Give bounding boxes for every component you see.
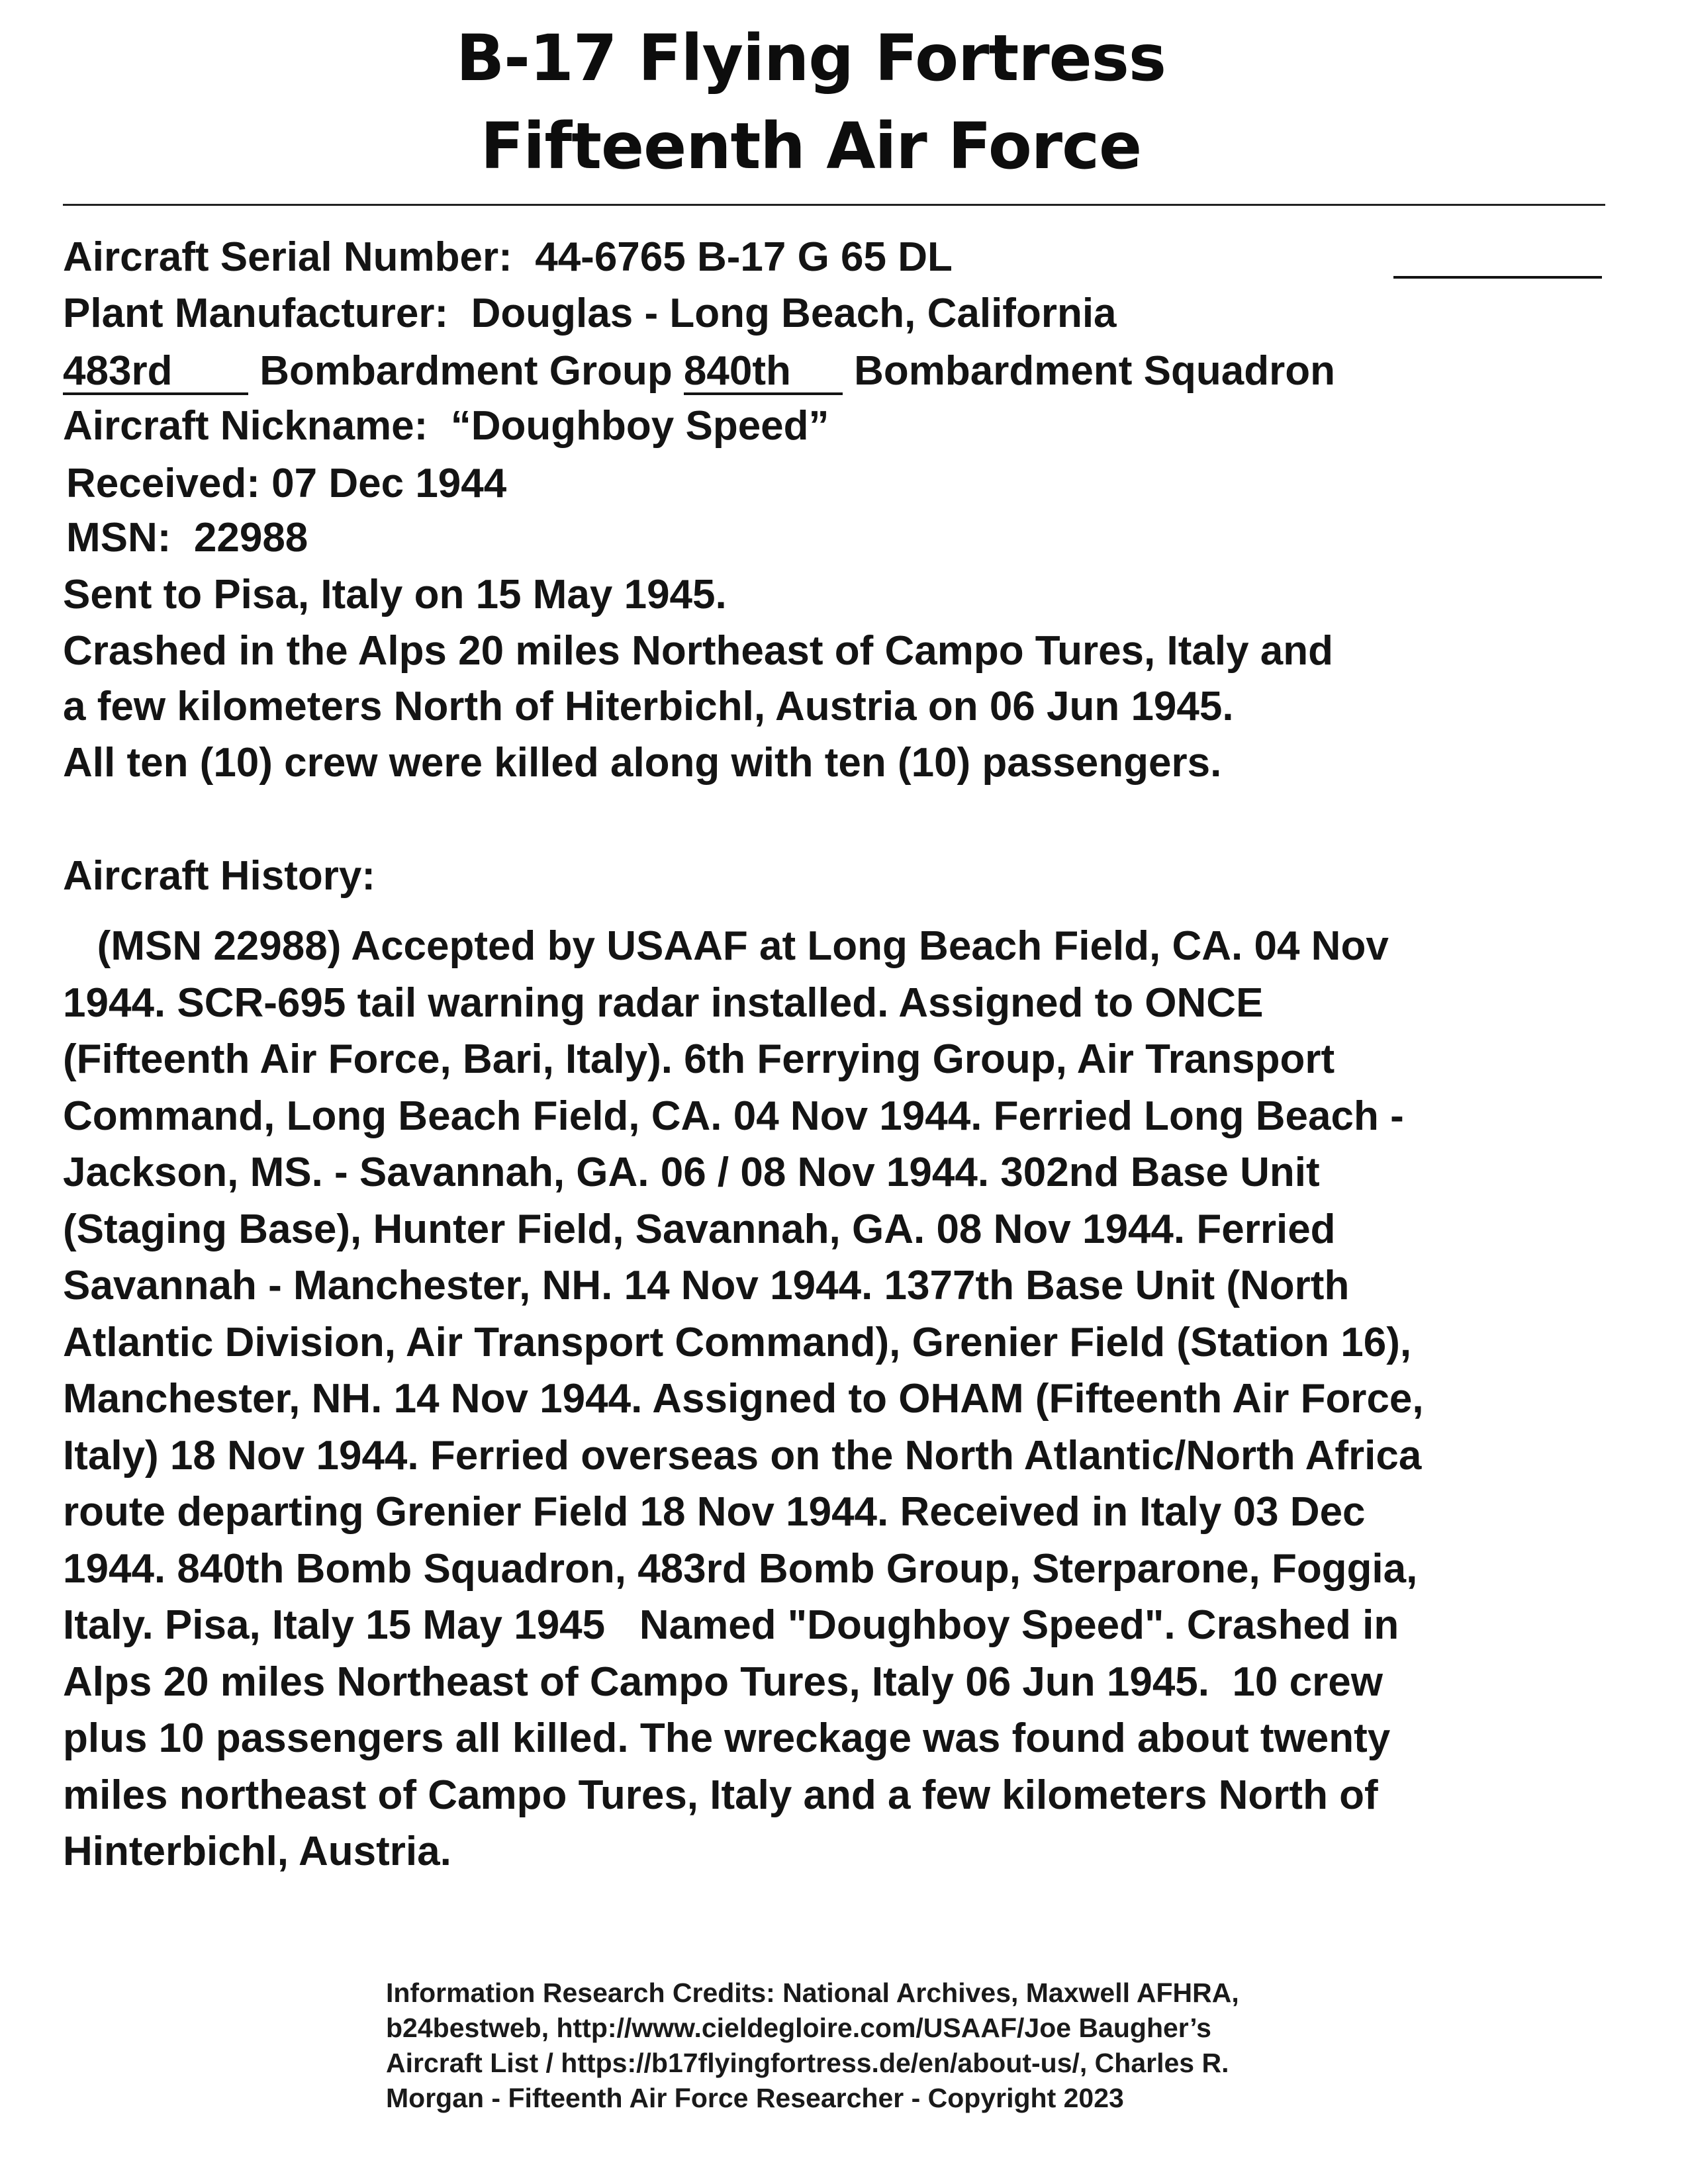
history-line: Italy. Pisa, Italy 15 May 1945 Named "Doughboy Speed". Crashed in [63,1602,1399,1648]
received-value: 07 Dec 1944 [271,461,507,506]
summary-line: Crashed in the Alps 20 miles Northeast of Campo Tures, Italy and [63,628,1334,674]
history-line: miles northeast of Campo Tures, Italy and a few kilometers North of [63,1772,1378,1818]
credits-line: Morgan - Fifteenth Air Force Researcher - Copyright 2023 [386,2083,1124,2113]
history-line: plus 10 passengers all killed. The wreckage was found about twenty [63,1715,1391,1761]
history-line: Jackson, MS. - Savannah, GA. 06 / 08 Nov 1944. 302nd Base Unit [63,1150,1320,1195]
msn-label: MSN: [66,515,171,561]
page-title: B-17 Flying Fortress [455,21,1166,95]
credits-line: Aircraft List / https://b17flyingfortress.de/en/about-us/, Charles R. [386,2048,1229,2078]
manufacturer-value: Douglas - Long Beach, California [471,291,1117,336]
serial-number-row [63,234,953,280]
history-line: Alps 20 miles Northeast of Campo Tures, Italy 06 Jun 1945. 10 crew [63,1659,1383,1705]
manufacturer-label: Plant Manufacturer: [63,291,449,336]
history-line: Atlantic Division, Air Transport Command), Grenier Field (Station 16), [63,1319,1412,1365]
unit-row [63,349,1335,395]
group-label: Bombardment Group [259,348,673,394]
research-credits [386,1976,1239,2116]
summary-line: All ten (10) crew were killed along with ten (10) passengers. [63,740,1222,786]
summary-line: Sent to Pisa, Italy on 15 May 1945. [63,572,727,617]
history-paragraph [63,918,1424,1880]
received-label: Received: [66,461,260,506]
nickname-row [63,403,829,449]
manufacturer-row [63,293,1117,334]
history-line: Command, Long Beach Field, CA. 04 Nov 1944. Ferried Long Beach - [63,1093,1404,1139]
history-line: 1944. 840th Bomb Squadron, 483rd Bomb Group, Sterparone, Foggia, [63,1545,1418,1592]
nickname-value: “Doughboy Speed” [450,403,829,449]
nickname-label: Aircraft Nickname: [63,403,428,449]
page-subtitle: Fifteenth Air Force [480,109,1142,183]
history-line: Savannah - Manchester, NH. 14 Nov 1944. 1377th Base Unit (North [63,1263,1350,1308]
summary-line: a few kilometers North of Hiterbichl, Austria on 06 Jun 1945. [63,684,1234,729]
squadron-value: 840th [684,349,843,395]
squadron-label: Bombardment Squadron [854,348,1335,394]
history-heading: Aircraft History: [63,853,375,899]
history-line: Hinterbichl, Austria. [63,1829,451,1874]
group-value: 483rd [63,349,248,395]
serial-number-value: 44-6765 B-17 G 65 DL [535,234,953,280]
history-line: (Staging Base), Hunter Field, Savannah, GA. 08 Nov 1944. Ferried [63,1206,1336,1252]
serial-number-label: Aircraft Serial Number: [63,234,512,280]
msn-row [66,515,308,561]
history-line: Italy) 18 Nov 1944. Ferried overseas on the North Atlantic/North Africa [63,1432,1422,1479]
history-line: Manchester, NH. 14 Nov 1944. Assigned to OHAM (Fifteenth Air Force, [63,1376,1424,1422]
history-line: (MSN 22988) Accepted by USAAF at Long Beach Field, CA. 04 Nov [63,923,1389,969]
received-row [66,463,506,504]
history-line: 1944. SCR-695 tail warning radar installed. Assigned to ONCE [63,979,1264,1026]
history-line: route departing Grenier Field 18 Nov 1944. Received in Italy 03 Dec [63,1489,1366,1535]
blank-fill-line [1393,276,1602,279]
msn-value: 22988 [193,515,308,561]
history-line: (Fifteenth Air Force, Bari, Italy). 6th Ferrying Group, Air Transport [63,1036,1335,1082]
title-divider [63,204,1605,206]
credits-line: b24bestweb, http://www.cieldegloire.com/USAAF/Joe Baugher’s [386,2013,1211,2043]
credits-line: Information Research Credits: National Archives, Maxwell AFHRA, [386,1978,1239,2008]
